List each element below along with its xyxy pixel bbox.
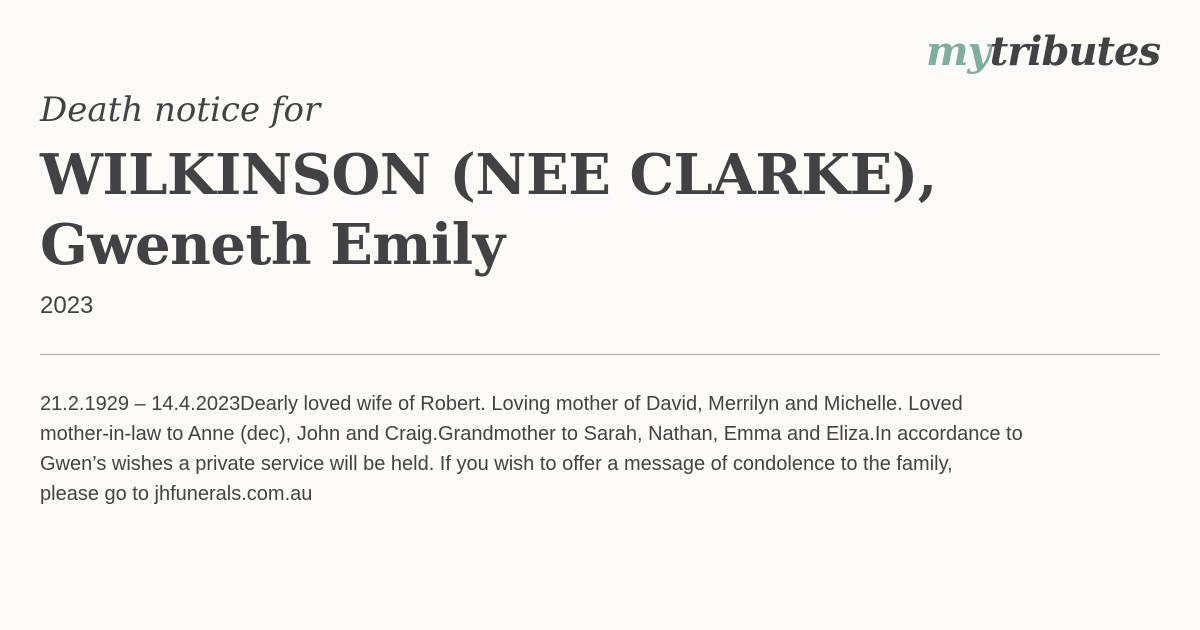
divider [40, 354, 1160, 355]
notice-body [40, 389, 1158, 509]
logo-part-my: my [926, 28, 990, 75]
logo-part-tributes: tributes [989, 28, 1160, 75]
notice-year: 2023 [40, 292, 94, 319]
deceased-name [40, 140, 1160, 280]
notice-body-line: Gwen’s wishes a private service will be held. If you wish to offer a message of condolence to the family, [40, 453, 953, 475]
mytributes-logo[interactable] [926, 28, 1160, 75]
notice-body-line: 21.2.1929 – 14.4.2023Dearly loved wife of Robert. Loving mother of David, Merrilyn and Michelle. Loved [40, 393, 963, 415]
notice-kicker: Death notice for [40, 90, 321, 130]
deceased-name-line-1: WILKINSON (NEE CLARKE), [40, 142, 937, 208]
notice-body-line: mother-in-law to Anne (dec), John and Craig.Grandmother to Sarah, Nathan, Emma and Eliza.In accordance to [40, 423, 1023, 445]
deceased-name-line-2: Gweneth Emily [40, 212, 505, 278]
notice-body-line: please go to jhfunerals.com.au [40, 483, 313, 505]
